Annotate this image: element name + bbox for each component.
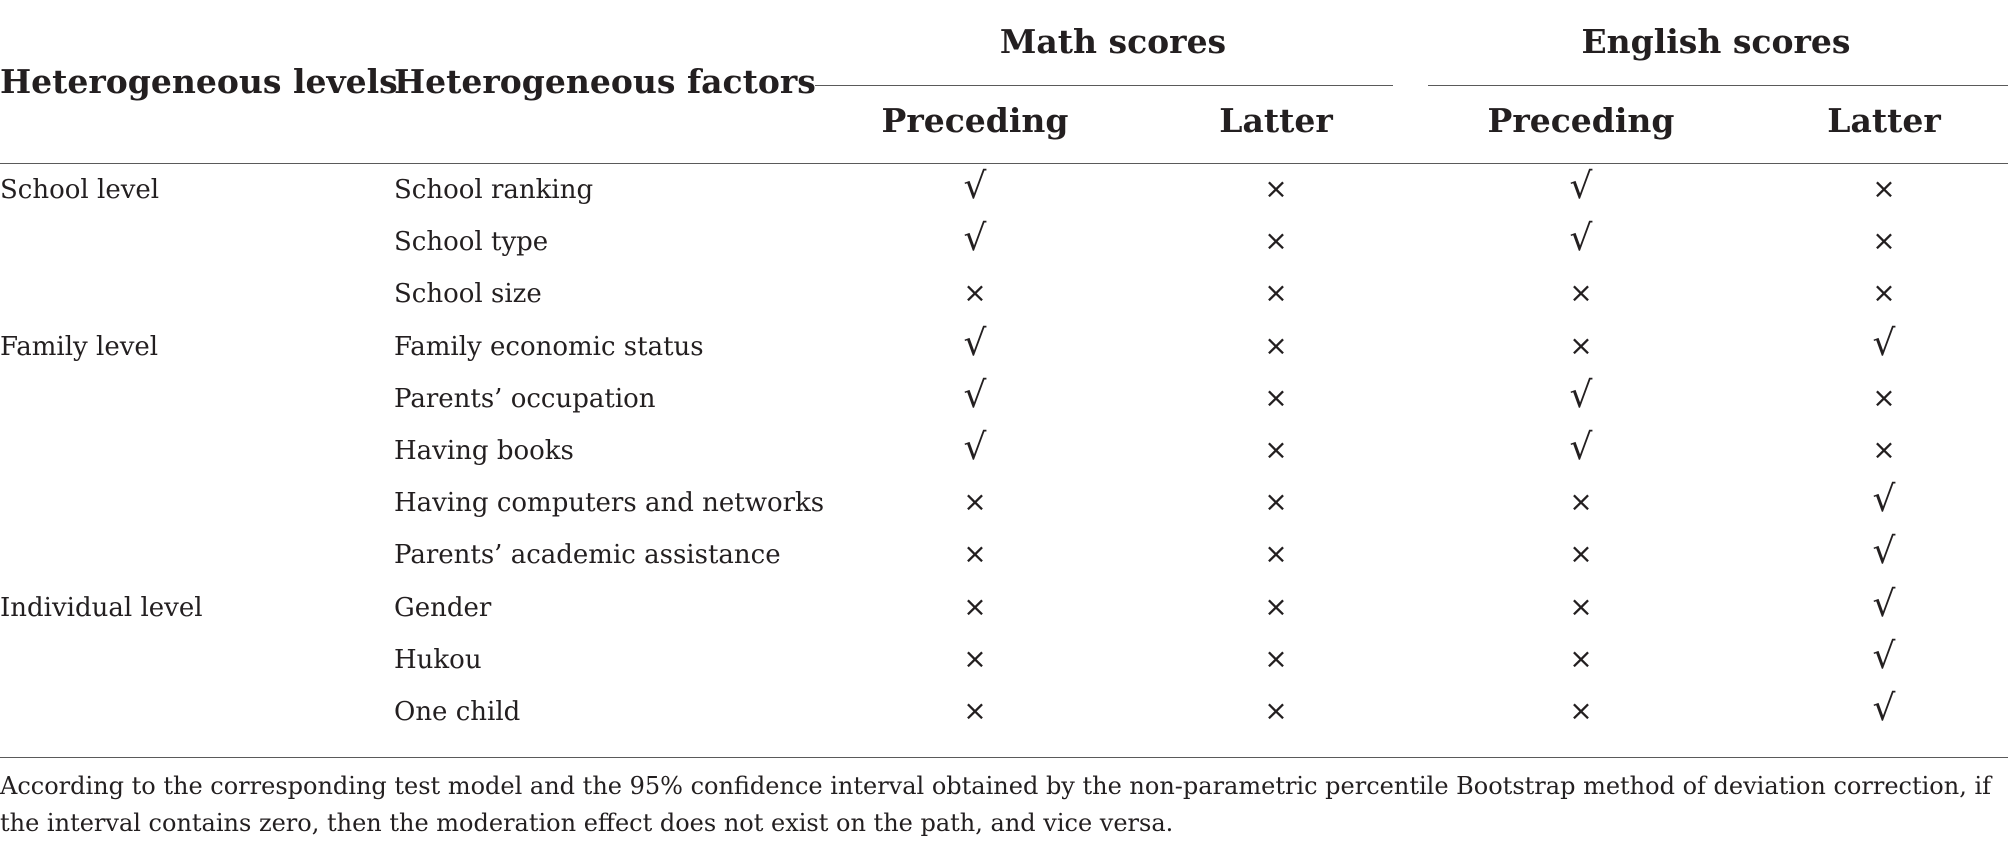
table-row	[0, 320, 2008, 372]
english-group-rule	[1428, 85, 2008, 86]
check-mark-icon: √	[1569, 166, 1593, 207]
cross-mark-icon: ×	[1264, 694, 1288, 727]
cross-mark-icon: ×	[1569, 589, 1593, 623]
check-mark-icon: √	[1872, 583, 1896, 625]
cross-mark-icon: ×	[963, 641, 987, 675]
cross-mark-icon: ×	[1569, 328, 1593, 362]
table-row	[0, 685, 2008, 737]
cross-mark-icon: ×	[1264, 537, 1288, 571]
table-row	[0, 267, 2008, 319]
cell-factor: Having books	[394, 436, 574, 466]
check-mark-icon: √	[963, 427, 987, 468]
cross-mark-icon: ×	[963, 694, 987, 727]
cross-mark-icon: ×	[1264, 276, 1288, 310]
check-mark-icon: √	[1872, 531, 1896, 573]
table-row	[0, 476, 2008, 528]
check-mark-icon: √	[963, 166, 987, 207]
cross-mark-icon: ×	[1569, 537, 1593, 571]
table-row	[0, 424, 2008, 476]
check-mark-icon: √	[963, 374, 987, 416]
cross-mark-icon: ×	[1264, 172, 1288, 205]
cell-factor: Gender	[394, 592, 492, 623]
table-row	[0, 215, 2008, 267]
check-mark-icon: √	[1569, 374, 1593, 416]
cell-level: Family level	[0, 331, 159, 362]
cell-factor: One child	[394, 697, 521, 727]
check-mark-icon: √	[1569, 218, 1593, 260]
header-math-scores: Math scores	[999, 22, 1227, 61]
cell-factor: School type	[394, 227, 549, 258]
cell-factor: School size	[394, 279, 542, 310]
check-mark-icon: √	[1872, 479, 1896, 521]
cell-factor: Parents’ occupation	[394, 383, 656, 414]
cross-mark-icon: ×	[1872, 433, 1896, 466]
cell-factor: Hukou	[394, 644, 482, 675]
cross-mark-icon: ×	[1569, 485, 1593, 519]
table-row	[0, 633, 2008, 685]
cross-mark-icon: ×	[1569, 694, 1593, 727]
cross-mark-icon: ×	[1264, 589, 1288, 623]
check-mark-icon: √	[1872, 322, 1896, 364]
header-math-latter: Latter	[1219, 101, 1333, 140]
header-heterogeneous-levels: Heterogeneous levels	[0, 62, 398, 101]
cross-mark-icon: ×	[1872, 224, 1896, 258]
cell-factor: Family economic status	[394, 331, 704, 362]
check-mark-icon: √	[963, 218, 987, 260]
cell-level: Individual level	[0, 592, 203, 623]
cross-mark-icon: ×	[1872, 172, 1896, 205]
cross-mark-icon: ×	[1264, 380, 1288, 414]
cross-mark-icon: ×	[1872, 380, 1896, 414]
cell-factor: Parents’ academic assistance	[394, 540, 781, 571]
cell-factor: School ranking	[394, 175, 594, 205]
check-mark-icon: √	[1872, 688, 1896, 729]
check-mark-icon: √	[1569, 427, 1593, 468]
cross-mark-icon: ×	[963, 589, 987, 623]
math-group-rule	[815, 85, 1393, 86]
cross-mark-icon: ×	[1569, 641, 1593, 675]
cross-mark-icon: ×	[1264, 328, 1288, 362]
cell-factor: Having computers and networks	[394, 488, 825, 519]
table-row	[0, 581, 2008, 633]
table-row	[0, 163, 2008, 215]
header-math-preceding: Preceding	[881, 101, 1069, 140]
cross-mark-icon: ×	[963, 537, 987, 571]
cross-mark-icon: ×	[963, 485, 987, 519]
cross-mark-icon: ×	[1264, 641, 1288, 675]
cross-mark-icon: ×	[963, 276, 987, 310]
check-mark-icon: √	[1872, 635, 1896, 677]
check-mark-icon: √	[963, 322, 987, 364]
table-row	[0, 528, 2008, 580]
header-english-scores: English scores	[1581, 22, 1851, 61]
table-row	[0, 372, 2008, 424]
header-english-preceding: Preceding	[1487, 101, 1675, 140]
cell-level: School level	[0, 175, 160, 205]
cross-mark-icon: ×	[1569, 276, 1593, 310]
cross-mark-icon: ×	[1264, 224, 1288, 258]
header-heterogeneous-factors: Heterogeneous factors	[394, 62, 816, 101]
cross-mark-icon: ×	[1872, 276, 1896, 310]
header-english-latter: Latter	[1827, 101, 1941, 140]
cross-mark-icon: ×	[1264, 485, 1288, 519]
cross-mark-icon: ×	[1264, 433, 1288, 466]
table-footnote: According to the corresponding test model and the 95% confidence interval obtained by the non-parametric percentile Bootstrap method of deviation correction, if the interval contains zero, then the moderation effect does not exist on the path, and vice versa.	[0, 772, 1992, 837]
table-bottom-rule	[0, 757, 2008, 758]
